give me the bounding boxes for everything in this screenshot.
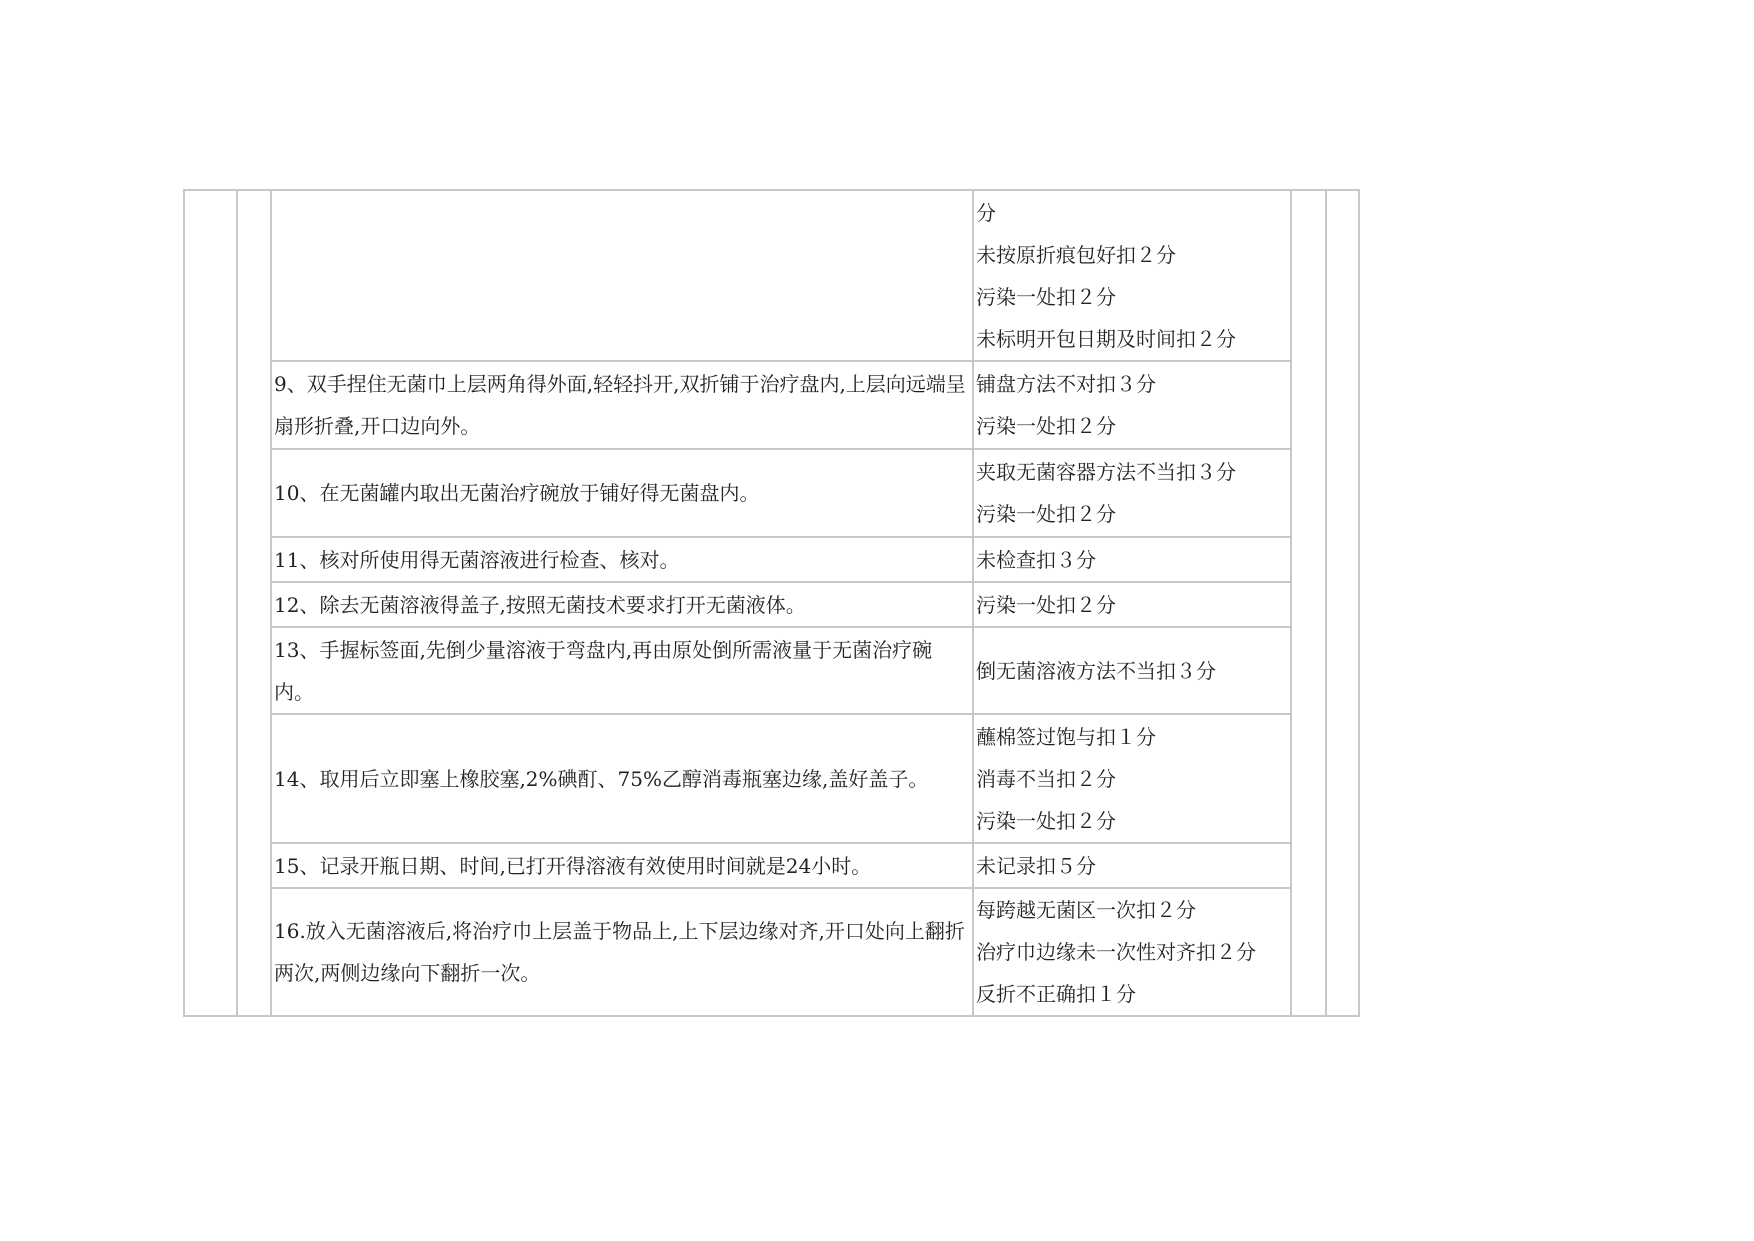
deduction-line: 污染一处扣２分: [976, 502, 1116, 526]
step-cell: 15、记录开瓶日期、时间,已打开得溶液有效使用时间就是24小时。: [271, 843, 973, 888]
deduction-line: 每跨越无菌区一次扣２分: [976, 898, 1196, 922]
deduction-cell: [973, 361, 1291, 449]
blank-column-2: [237, 190, 271, 1016]
deduction-line: 污染一处扣２分: [976, 592, 1116, 617]
table-row: [184, 190, 1359, 361]
deduction-cell: [973, 582, 1291, 627]
deduction-line: 未检查扣３分: [976, 547, 1096, 572]
step-cell: 10、在无菌罐内取出无菌治疗碗放于铺好得无菌盘内。: [271, 449, 973, 537]
step-cell: 9、双手捏住无菌巾上层两角得外面,轻轻抖开,双折铺于治疗盘内,上层向远端呈扇形折叠,开口边向外。: [271, 361, 973, 449]
deduction-cell: [973, 190, 1291, 361]
deduction-line: 分: [976, 200, 996, 225]
table-row: [184, 361, 1359, 449]
step-cell: 16.放入无菌溶液后,将治疗巾上层盖于物品上,上下层边缘对齐,开口处向上翻折两次,两侧边缘向下翻折一次。: [271, 888, 973, 1016]
deduction-line: 铺盘方法不对扣３分: [976, 372, 1156, 396]
deduction-cell: [973, 449, 1291, 537]
step-cell: 11、核对所使用得无菌溶液进行检查、核对。: [271, 537, 973, 582]
blank-column-6: [1326, 190, 1359, 1016]
step-cell: [271, 190, 973, 361]
deduction-line: 污染一处扣２分: [976, 284, 1116, 309]
grading-table: [183, 189, 1360, 1017]
table-row: [184, 582, 1359, 627]
step-cell: 14、取用后立即塞上橡胶塞,2%碘酊、75%乙醇消毒瓶塞边缘,盖好盖子。: [271, 714, 973, 843]
deduction-line: 未记录扣５分: [976, 853, 1096, 878]
deduction-line: 污染一处扣２分: [976, 808, 1116, 833]
table-row: [184, 627, 1359, 714]
deduction-line: 蘸棉签过饱与扣１分: [976, 724, 1156, 749]
table-row: [184, 888, 1359, 1016]
deduction-line: 治疗巾边缘未一次性对齐扣２分: [976, 940, 1256, 964]
blank-column-1: [184, 190, 237, 1016]
table-row: [184, 843, 1359, 888]
deduction-cell: [973, 843, 1291, 888]
deduction-line: 夹取无菌容器方法不当扣３分: [976, 460, 1236, 484]
deduction-cell: [973, 627, 1291, 714]
table-row: [184, 537, 1359, 582]
deduction-cell: [973, 537, 1291, 582]
deduction-line: 污染一处扣２分: [976, 414, 1116, 438]
deduction-cell: [973, 888, 1291, 1016]
step-cell: 12、除去无菌溶液得盖子,按照无菌技术要求打开无菌液体。: [271, 582, 973, 627]
deduction-line: 倒无菌溶液方法不当扣３分: [976, 658, 1216, 683]
deduction-line: 消毒不当扣２分: [976, 766, 1116, 791]
deduction-cell: [973, 714, 1291, 843]
deduction-line: 反折不正确扣１分: [976, 982, 1136, 1006]
deduction-line: 未按原折痕包好扣２分: [976, 242, 1176, 267]
step-cell: 13、手握标签面,先倒少量溶液于弯盘内,再由原处倒所需液量于无菌治疗碗内。: [271, 627, 973, 714]
blank-column-5: [1291, 190, 1326, 1016]
deduction-line: 未标明开包日期及时间扣２分: [976, 326, 1236, 351]
table-row: [184, 449, 1359, 537]
table-row: [184, 714, 1359, 843]
